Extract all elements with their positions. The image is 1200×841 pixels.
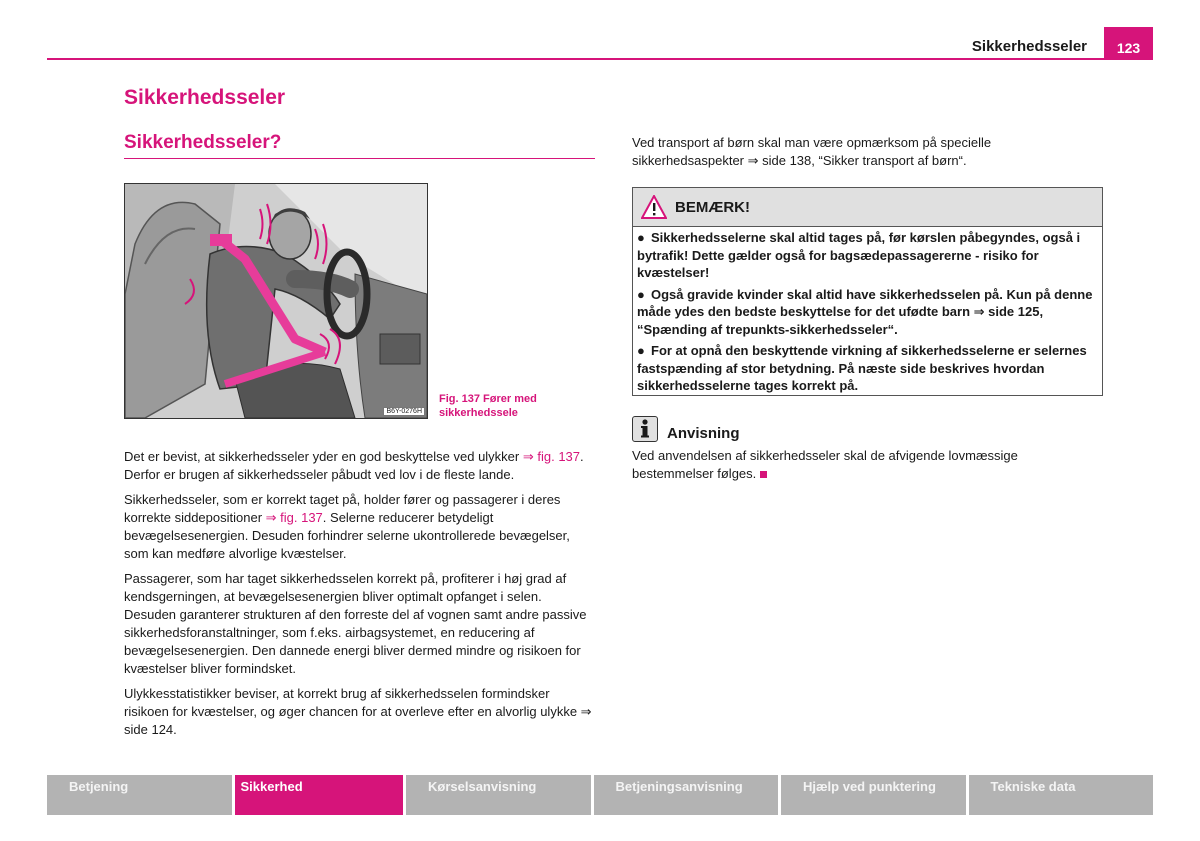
warning-bullet-1: [637, 229, 1096, 282]
driver-seatbelt-drawing: [125, 184, 427, 418]
paragraph-2-text: Sikkerhedsseler, som er korrekt taget på, holder fører og passagerer i deres korrekte siddepositioner: [124, 492, 561, 525]
warning-header: [633, 188, 1102, 227]
warning-triangle-icon: [641, 195, 667, 219]
figure-caption-line2: sikkerhedssele: [439, 407, 518, 419]
tab-korselsanvisning[interactable]: Kørselsanvisning: [406, 775, 591, 815]
section-heading-rule: [124, 158, 595, 159]
paragraph-4: Ulykkesstatistikker beviser, at korrekt brug af sikkerhedsselen formindsker risikoen for kvæstelser, og øger chancen for at overleve efter en alvorlig ulykke ⇒ side 124.: [124, 686, 592, 737]
page-number: 123: [1104, 27, 1153, 60]
paragraph-1-end: .: [580, 449, 584, 464]
paragraph-1-text: Det er bevist, at sikkerhedsseler yder en god beskyttelse ved ulykker: [124, 449, 523, 464]
figure-reference-link[interactable]: ⇒ fig. 137: [522, 449, 581, 464]
tab-tekniske-data[interactable]: Tekniske data: [969, 775, 1154, 815]
bullet-icon: ●: [637, 286, 645, 302]
footer-tabs: [47, 775, 1153, 815]
tip-text: Ved anvendelsen af sikkerhedsseler skal de afvigende lovmæssige bestemmelser følges.: [632, 448, 1018, 481]
tab-sikkerhed[interactable]: Sikkerhed: [235, 775, 404, 815]
tip-title: Anvisning: [667, 425, 740, 442]
tab-betjeningsanvisning[interactable]: Betjeningsanvisning: [594, 775, 779, 815]
paragraph-2: [124, 491, 596, 563]
warning-bullet-2-text: Også gravide kvinder skal altid have sikkerhedsselen på. Kun på denne måde ydes den bedste beskyttelse for det ufødte barn ⇒ side 125, “Spænding af trepunkts-sikkerhedsseler“.: [637, 286, 1093, 337]
info-i-glyph: [638, 419, 652, 439]
warning-bullet-2: [637, 286, 1096, 339]
main-heading: Sikkerhedsseler: [124, 86, 286, 109]
header-rule: [47, 58, 1153, 60]
paragraph-1: [124, 448, 596, 484]
left-body-text: [124, 448, 596, 746]
tab-hjaelp-ved-punktering[interactable]: Hjælp ved punktering: [781, 775, 966, 815]
warning-bullet-1-text: Sikkerhedsselerne skal altid tages på, før kørslen påbegyndes, også i bytrafik! Dette gælder også for bagsædepassagererne - risiko for kvæstelser!: [637, 230, 1081, 280]
paragraph-1-line2: Derfor er brugen af sikkerhedsseler påbudt ved lov i de fleste lande.: [124, 467, 515, 482]
section-heading: Sikkerhedsseler?: [124, 132, 282, 153]
seatbelt-driver-illustration: [124, 183, 428, 419]
figure-reference-link-2[interactable]: ⇒ fig. 137: [265, 510, 323, 525]
paragraph-2-end: . Selerne reducerer betydeligt bevægelsesenergien. Desuden forhindrer selerne ukontrollerede bevægelser, som kan medføre alvorlige kvæstelser.: [124, 510, 570, 561]
warning-body: [633, 227, 1102, 395]
running-title: Sikkerhedsseler: [971, 38, 1087, 55]
figure-caption-line1: Fig. 137 Fører med: [439, 393, 537, 405]
warning-title: BEMÆRK!: [675, 198, 750, 216]
warning-bullet-3-text: For at opnå den beskyttende virkning af sikkerhedsselerne er selernes fastspænding af stor betydning. På næste side beskrives hvordan sikkerhedsselerne tages korrekt på.: [637, 343, 1087, 393]
figure-code: B6Y-0276H: [383, 407, 425, 416]
figure-caption: [439, 392, 537, 420]
paragraph-3: Passagerer, som har taget sikkerhedsselen korrekt på, profiterer i høj grad af kendsgerningen, at bevægelsesenergien bliver optimalt opfanget i selen. Desuden garanterer strukturen af den forreste del af vognen samt andre passive sikkerhedsforanstaltninger, som f.eks. airbagsystemet, en reducering af bevægelsesenergien. Den dannede energi bliver dermed mindre og risikoen for kvæstelser bliver formindsket.: [124, 571, 587, 676]
right-intro-text: Ved transport af børn skal man være opmærksom på specielle sikkerhedsaspekter ⇒ side 138, “Sikker transport af børn“.: [632, 135, 992, 168]
bullet-icon: ●: [637, 230, 645, 245]
bullet-icon: ●: [637, 343, 645, 358]
tab-betjening[interactable]: Betjening: [47, 775, 232, 815]
info-icon: [632, 416, 658, 442]
warning-box: [632, 187, 1103, 396]
tip-text-block: [632, 447, 1103, 483]
warning-bullet-3: [637, 342, 1096, 395]
end-of-section-marker: [760, 471, 767, 478]
